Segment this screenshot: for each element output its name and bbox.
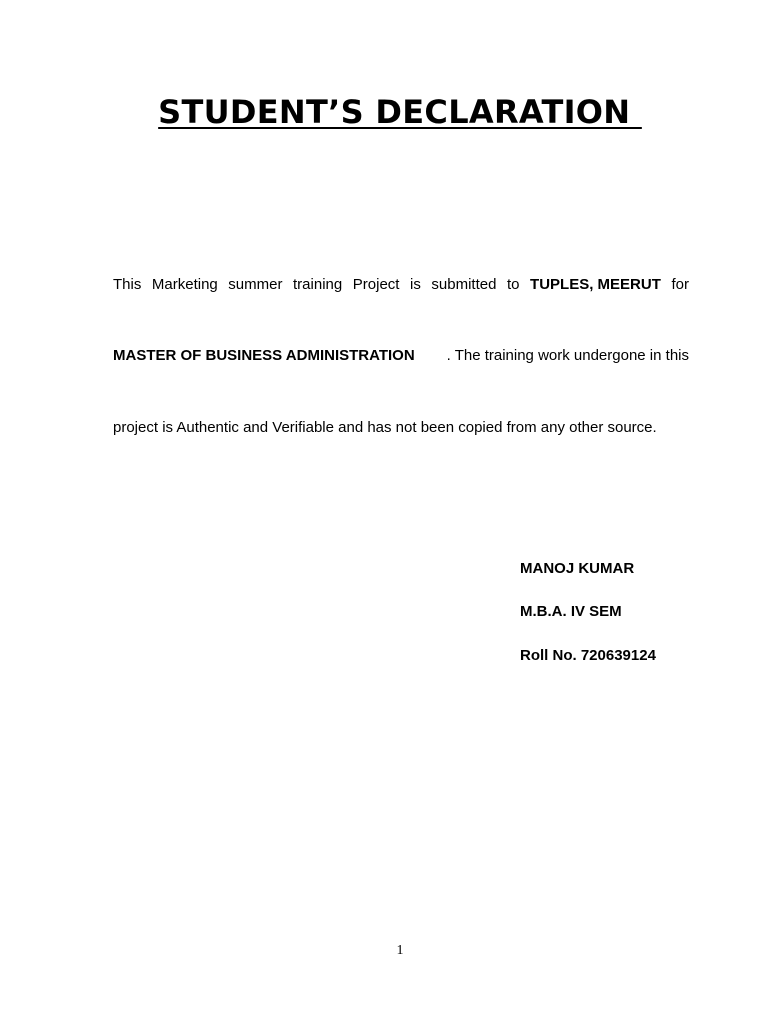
page-title-text: STUDENT’S DECLARATION	[158, 93, 642, 131]
paragraph-word: Project	[352, 276, 400, 293]
paragraph-word: Marketing	[151, 276, 218, 293]
paragraph-word: summer	[228, 276, 283, 293]
paragraph-word: This	[113, 276, 142, 293]
student-course: M.B.A. IV SEM	[520, 603, 622, 620]
declaration-line-1	[113, 275, 689, 295]
organization-name: TUPLES, MEERUT	[530, 276, 661, 293]
page-number: 1	[396, 943, 404, 958]
paragraph-word: training	[293, 276, 343, 293]
paragraph-word: is	[410, 276, 421, 293]
paragraph-word: submitted	[431, 276, 497, 293]
paragraph-word: to	[506, 276, 520, 293]
student-name: MANOJ KUMAR	[520, 560, 635, 577]
page-title	[0, 92, 768, 132]
degree-name: MASTER OF BUSINESS ADMINISTRATION	[113, 347, 415, 364]
student-roll-number: Roll No. 720639124	[520, 647, 656, 664]
paragraph-text: . The training work undergone in this	[446, 347, 689, 364]
paragraph-word: for	[671, 276, 689, 293]
declaration-line-3: project is Authentic and Verifiable and has not been copied from any other source.	[113, 419, 657, 436]
declaration-line-2	[113, 346, 689, 366]
